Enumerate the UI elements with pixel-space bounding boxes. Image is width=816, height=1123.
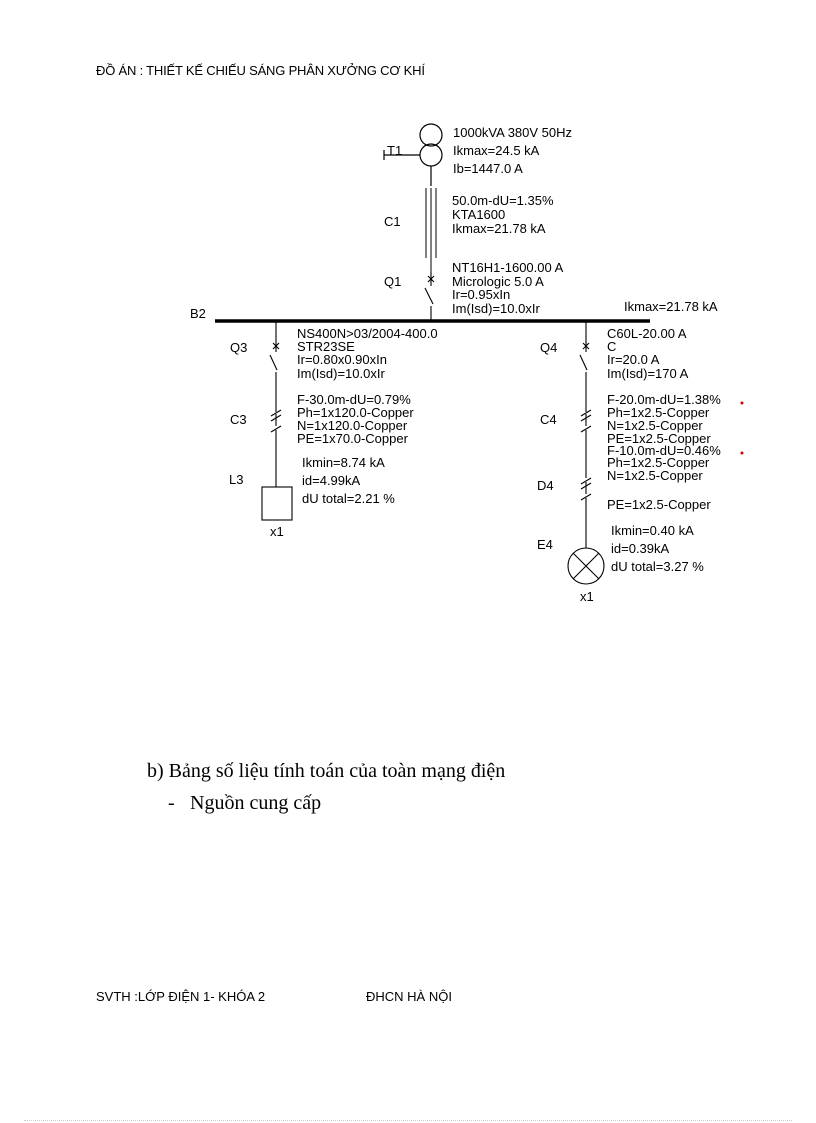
- page-header: ĐỒ ÁN : THIẾT KẾ CHIẾU SÁNG PHÂN XƯỞNG CƠ KHÍ: [96, 63, 425, 78]
- transformer-ib: Ib=1447.0 A: [453, 161, 523, 176]
- section-bullet: [168, 792, 321, 815]
- cable-c1-length: 50.0m-dU=1.35%: [452, 193, 554, 208]
- breaker-q3-id: Q3: [230, 340, 248, 355]
- footer-school: ĐHCN HÀ NỘI: [366, 989, 452, 1004]
- bullet-text: Nguồn cung cấp: [190, 792, 322, 814]
- breaker-q3-ir: Ir=0.80x0.90xIn: [297, 352, 387, 367]
- transformer-ikmax: Ikmax=24.5 kA: [453, 143, 540, 158]
- cable-d4-pe: PE=1x2.5-Copper: [607, 497, 711, 512]
- cable-c4-id: C4: [540, 412, 557, 427]
- cable-d4-n: N=1x2.5-Copper: [607, 468, 703, 483]
- bullet-dash: -: [168, 792, 175, 814]
- breaker-q3-im: Im(Isd)=10.0xIr: [297, 366, 385, 381]
- cable-c3-ph: Ph=1x120.0-Copper: [297, 405, 414, 420]
- cable-c1-symbol: [426, 188, 436, 272]
- transformer-id: T1: [387, 143, 403, 158]
- cable-c4-ph: Ph=1x2.5-Copper: [607, 405, 710, 420]
- breaker-q4-curve: C: [607, 339, 617, 354]
- footer-student: SVTH :LỚP ĐIỆN 1- KHÓA 2: [96, 989, 266, 1004]
- cable-c3-pe: PE=1x70.0-Copper: [297, 431, 408, 446]
- cable-c4-pe: PE=1x2.5-Copper: [607, 431, 711, 446]
- transformer-rating: 1000kVA 380V 50Hz: [453, 125, 573, 140]
- breaker-q4-ir: Ir=20.0 A: [607, 352, 660, 367]
- breaker-q1-im: Im(Isd)=10.0xIr: [452, 301, 540, 316]
- cable-c4-n: N=1x2.5-Copper: [607, 418, 703, 433]
- cable-c4-warning-dot: [741, 402, 744, 405]
- lamp-e4-id: E4: [537, 537, 553, 552]
- busbar-ikmax: Ikmax=21.78 kA: [624, 299, 718, 314]
- busbar-id: B2: [190, 306, 206, 321]
- breaker-q1-symbol: [425, 272, 434, 320]
- feeder-left-symbols: [262, 322, 292, 520]
- page-bottom-divider: [24, 1120, 792, 1121]
- cable-d4-length: F-10.0m-dU=0.46%: [607, 443, 721, 458]
- breaker-q1-model: NT16H1-1600.00 A: [452, 260, 564, 275]
- load-l3-multiplier: x1: [270, 524, 284, 539]
- load-l3-du-total: dU total=2.21 %: [302, 491, 395, 506]
- breaker-q4-model: C60L-20.00 A: [607, 326, 687, 341]
- section-heading: b) Bảng số liệu tính toán của toàn mạng điện: [147, 760, 506, 782]
- load-l3-id: L3: [229, 472, 244, 487]
- breaker-q3-model: NS400N>03/2004-400.0: [297, 326, 438, 341]
- breaker-q4-id: Q4: [540, 340, 558, 355]
- cable-c1-id: C1: [384, 214, 401, 229]
- lamp-e4-id-current: id=0.39kA: [611, 541, 670, 556]
- cable-c3-id: C3: [230, 412, 247, 427]
- cable-d4-ph: Ph=1x2.5-Copper: [607, 455, 710, 470]
- cable-c1-type: KTA1600: [452, 207, 506, 222]
- breaker-q4-im: Im(Isd)=170 A: [607, 366, 689, 381]
- cable-c3-length: F-30.0m-dU=0.79%: [297, 392, 411, 407]
- breaker-q3-trip: STR23SE: [297, 339, 355, 354]
- cable-c3-n: N=1x120.0-Copper: [297, 418, 408, 433]
- cable-d4-warning-dot: [741, 452, 744, 455]
- load-l3-id-current: id=4.99kA: [302, 473, 361, 488]
- feeder-right-symbols: [568, 322, 604, 584]
- breaker-q1-id: Q1: [384, 274, 402, 289]
- cable-c1-ikmax: Ikmax=21.78 kA: [452, 221, 546, 236]
- breaker-q1-ir: Ir=0.95xIn: [452, 287, 511, 302]
- lamp-e4-ikmin: Ikmin=0.40 kA: [611, 523, 694, 538]
- cable-d4-id: D4: [537, 478, 554, 493]
- lamp-e4-multiplier: x1: [580, 589, 594, 604]
- cable-c4-length: F-20.0m-dU=1.38%: [607, 392, 721, 407]
- load-l3-ikmin: Ikmin=8.74 kA: [302, 455, 385, 470]
- lamp-e4-du-total: dU total=3.27 %: [611, 559, 704, 574]
- breaker-q1-trip: Micrologic 5.0 A: [452, 274, 544, 289]
